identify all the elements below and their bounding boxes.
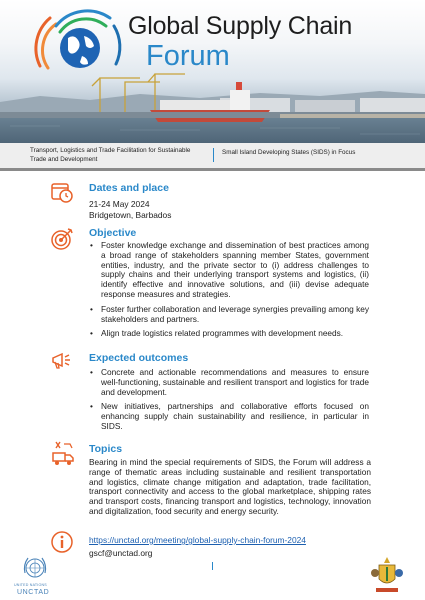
- strip-right-text: Small Island Developing States (SIDS) in Focus: [222, 149, 356, 156]
- dates-date: 21-24 May 2024: [89, 199, 150, 209]
- un-emblem-icon: [20, 553, 50, 583]
- globe-logo-icon: [30, 6, 126, 82]
- info-icon: [50, 530, 74, 554]
- footer-divider: [212, 562, 213, 570]
- list-item: • Concrete and actionable recommendations and measures to ensure well-functioning, sustainable and resilient transport and logistics for trade and development.: [89, 368, 369, 397]
- unctad-label: UNCTAD: [17, 589, 50, 596]
- strip-divider: [213, 148, 214, 162]
- topics-text: Bearing in mind the special requirements of SIDS, the Forum will address a range of thematic areas including sustainable and resilient transportation and logistics, climate change mitigation and adaptation, trade facilitation, transport connectivity and access to the global marketplace, shipping rates and transport costs, financing transport and logistics, technology, innovation and digitalization, food security and energy security.: [89, 457, 371, 516]
- un-label: UNITED NATIONS: [14, 583, 47, 587]
- page-title-line1: Global Supply Chain: [128, 12, 353, 40]
- subtitle-strip: [0, 143, 425, 171]
- megaphone-icon: [50, 348, 74, 372]
- outcomes-list: [89, 368, 369, 437]
- clock-calendar-icon: [50, 180, 74, 204]
- contact-email[interactable]: gscf@unctad.org: [89, 548, 153, 558]
- strip-left-text: Transport, Logistics and Trade Facilitation for Sustainable Trade and Development: [30, 147, 191, 163]
- list-item: • Align trade logistics related programmes with development needs.: [89, 329, 369, 339]
- header-banner: [0, 0, 425, 143]
- objective-list: [89, 241, 369, 344]
- truck-ship-icon: [50, 440, 76, 468]
- barbados-coat-of-arms-icon: [370, 555, 404, 595]
- list-item: • New initiatives, partnerships and collaborative efforts focused on enhancing supply chain sustainability and resilience, in particular in SIDS.: [89, 402, 369, 431]
- list-item: • Foster further collaboration and leverage synergies prevailing among key stakeholders and partners.: [89, 305, 369, 325]
- target-icon: [50, 227, 74, 251]
- forum-link[interactable]: https://unctad.org/meeting/global-supply-chain-forum-2024: [89, 535, 306, 545]
- outcomes-title: Expected outcomes: [89, 352, 189, 364]
- topics-title: Topics: [89, 443, 123, 455]
- page-title-line2: Forum: [146, 40, 230, 72]
- list-item: • Foster knowledge exchange and dissemination of best practices among a broad range of stakeholders spanning member States, government entities, industry, and the private sector to (i) address challenges to supply chains and their underlying transport systems and logistics, (ii) identify effective and innovative solutions, and (iii) devise adequate response measures and strategies.: [89, 241, 369, 300]
- dates-place: Bridgetown, Barbados: [89, 210, 172, 220]
- dates-title: Dates and place: [89, 182, 169, 194]
- objective-title: Objective: [89, 227, 137, 239]
